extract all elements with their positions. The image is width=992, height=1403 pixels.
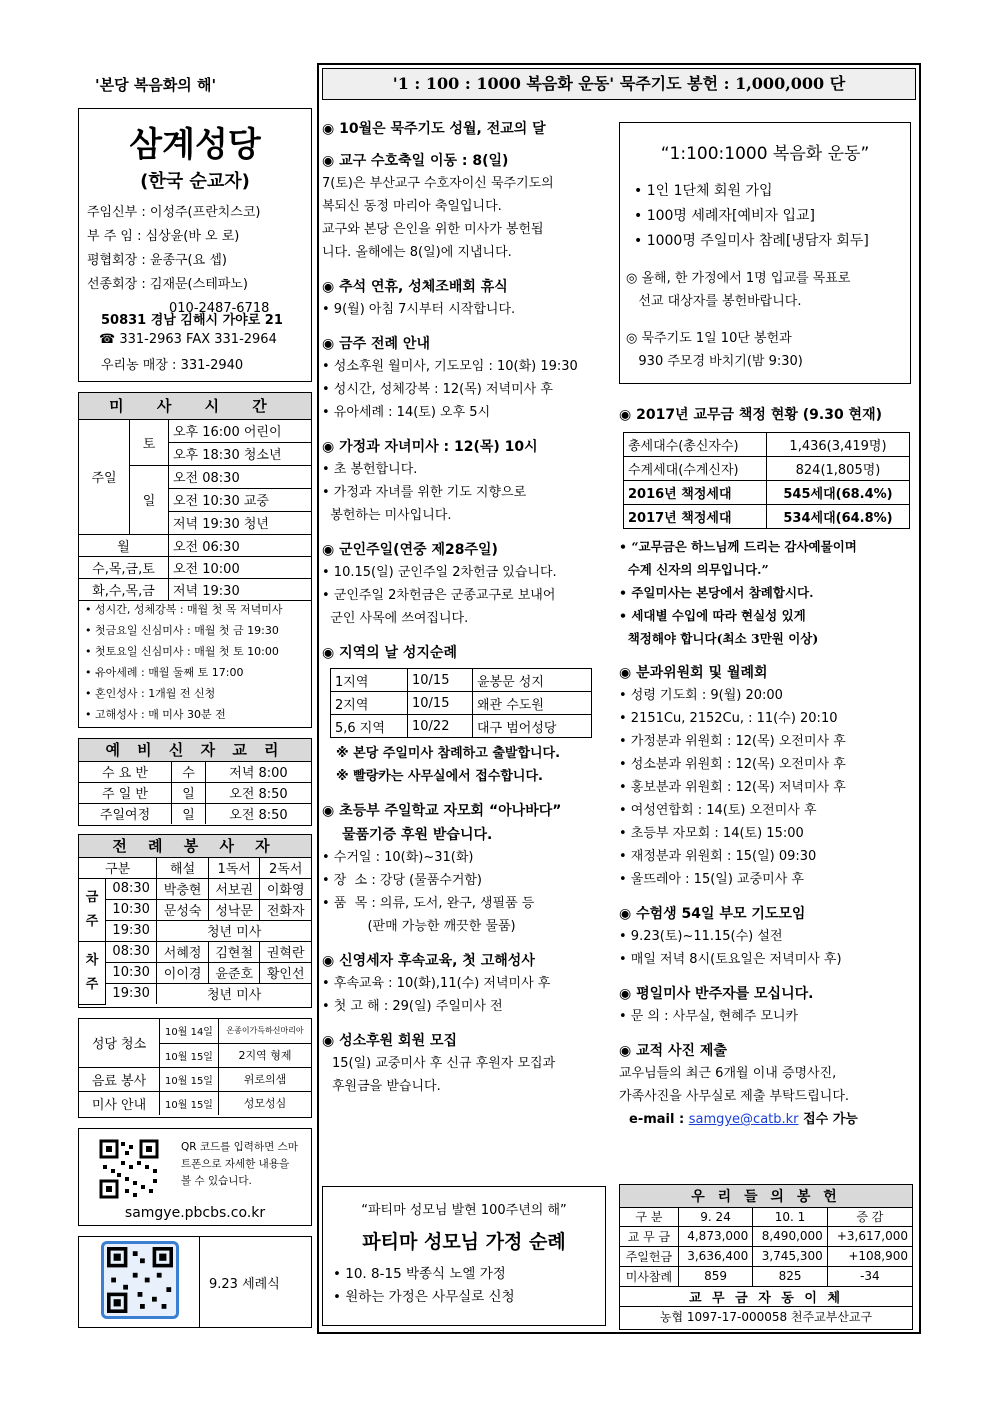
bank-account: 농협 1097-17-000058 천주교부산교구 (620, 1306, 912, 1326)
duty-date: 10월 15일 (160, 1043, 219, 1067)
liturgy-line: • 유아세례 : 14(토) 오후 5시 (322, 405, 491, 420)
committee-line: • 2151Cu, 2152Cu, : 11(수) 20:10 (619, 711, 838, 726)
mass-notes (85, 599, 283, 725)
offering-table (620, 1185, 912, 1326)
pilgrimage-date: 10/22 (408, 715, 473, 738)
military-line: • 군인주일 2차헌금은 군종교구로 보내어 (322, 588, 556, 603)
sundayschool-subtitle: 물품기증 후원 받습니다. (342, 827, 493, 843)
duty-task: 성당 청소 (79, 1019, 160, 1067)
col3 (619, 404, 915, 1131)
dues-label: 2017년 책정세대 (624, 505, 767, 529)
mobile-phone: 010-2487-6718 (169, 301, 270, 316)
section-exam-title: ◉ 수험생 54일 부모 기도모임 (619, 906, 806, 922)
dues-note: 책정해야 합니다(최소 3만원 이상) (619, 631, 819, 646)
mass-time: 오후 16:00 어린이 (169, 419, 312, 442)
youth-mass: 청년 미사 (157, 983, 311, 1004)
sat-label: 토 (130, 419, 169, 465)
parish-address: 50831 경남 김해시 가야로 21 (101, 313, 283, 328)
baptism-label: 9.23 세례식 (209, 1277, 280, 1292)
committee-line: • 재정분과 위원회 : 15(일) 09:30 (619, 849, 817, 864)
staff-role: 부 주 임 (87, 229, 133, 244)
service-duty-table (79, 1019, 311, 1115)
duty-date: 10월 15일 (160, 1067, 219, 1091)
dues-value: 824(1,805명) (767, 457, 910, 481)
section-liturgy-title: ◉ 금주 전례 안내 (322, 336, 430, 352)
offering-change: -34 (827, 1266, 912, 1286)
pilgrimage-date: 10/15 (408, 669, 473, 692)
weekday-time: 오전 06:30 (169, 534, 312, 556)
offering-box (619, 1184, 913, 1330)
movement-note: ◎ 묵주기도 1일 10단 봉헌과 (626, 331, 792, 346)
movement-item: • 1000명 주일미사 참례[냉담자 회두] (634, 233, 869, 249)
mass-time: 오후 18:30 청소년 (169, 442, 312, 465)
mass-note: • 혼인성사 : 1개월 전 신청 (85, 687, 216, 700)
offering-value: 3,636,400 (678, 1246, 752, 1266)
server-name: 서보권 (208, 878, 260, 899)
server-time: 19:30 (106, 983, 157, 1004)
youth-mass: 청년 미사 (157, 920, 311, 941)
offering-header: 증 감 (827, 1207, 912, 1226)
parish-info-box (78, 108, 312, 382)
servers-table (79, 835, 311, 1005)
feast-line: 교구와 본당 은인을 위한 미사가 봉헌됩 (322, 222, 544, 237)
chuseok-line: • 9(월) 아침 7시부터 시작합니다. (322, 302, 516, 317)
server-name: 권혁란 (260, 941, 311, 962)
server-time: 08:30 (106, 878, 157, 899)
movement-title: “1:100:1000 복음화 운동” (660, 144, 870, 164)
offering-value: 859 (678, 1266, 752, 1286)
mass-time: 오전 10:30 교중 (169, 488, 312, 511)
committee-line: • 성령 기도회 : 9(월) 20:00 (619, 688, 783, 703)
duty-group: 위로의샘 (219, 1067, 312, 1091)
section-family-title: ◉ 가정과 자녀미사 : 12(목) 10시 (322, 439, 538, 455)
sun-label: 일 (130, 465, 169, 534)
family-line: 봉헌하는 미사입니다. (322, 508, 452, 523)
section-choir-title: ◉ 평일미사 반주자를 모십니다. (619, 986, 814, 1002)
dues-label: 수계세대(수계신자) (624, 457, 767, 481)
server-name: 김현철 (208, 941, 260, 962)
offering-value: 825 (753, 1266, 827, 1286)
offering-label: 교 무 금 (620, 1226, 678, 1246)
server-name: 윤준호 (208, 962, 260, 983)
section-rosary-month: ◉ 10월은 묵주기도 성월, 전교의 달 (322, 121, 546, 137)
dues-value: 1,436(3,419명) (767, 433, 910, 457)
server-time: 08:30 (106, 941, 157, 962)
sundayschool-line: • 품 목 : 의류, 도서, 완구, 생필품 등 (322, 896, 535, 911)
fatima-headline: 파티마 성모님 가정 순례 (362, 1231, 566, 1253)
liturgy-line: • 성시간, 성체강복 : 12(목) 저녁미사 후 (322, 382, 553, 397)
mass-note: • 고해성사 : 매 미사 30분 전 (85, 708, 226, 721)
neophyte-line: • 후속교육 : 10(화),11(수) 저녁미사 후 (322, 976, 551, 991)
col-header: 해설 (157, 857, 209, 878)
class-day: 일 (172, 803, 206, 824)
duty-group: 2지역 형제 (219, 1043, 312, 1067)
section-photo-title: ◉ 교적 사진 제출 (619, 1043, 727, 1059)
pilgrimage-place: 대구 범어성당 (473, 715, 592, 738)
fatima-title: “파티마 성모님 발현 100주년의 해” (361, 1203, 567, 1218)
email-suffix: 접수 가능 (803, 1112, 858, 1127)
server-name: 박충현 (157, 878, 209, 899)
weekday-label: 수,목,금,토 (79, 556, 169, 578)
section-vocation-title: ◉ 성소후원 회원 모집 (322, 1033, 458, 1049)
baptism-box (78, 1236, 312, 1328)
offering-change: +108,900 (827, 1246, 912, 1266)
catechumen-title: 예 비 신 자 교 리 (79, 739, 311, 761)
class-name: 주일여정 (79, 803, 172, 824)
dues-note: • “교무금은 하느님께 드리는 감사예물이며 (619, 539, 857, 554)
duty-group: 성모성심 (219, 1091, 312, 1115)
offering-title: 우 리 들 의 봉 헌 (620, 1185, 912, 1207)
feast-line: 7(토)은 부산교구 수호자이신 묵주기도의 (322, 176, 554, 191)
neophyte-line: • 첫 고 해 : 29(일) 주일미사 전 (322, 999, 503, 1014)
weekday-label: 월 (79, 534, 169, 556)
mass-time: 오전 08:30 (169, 465, 312, 488)
staff-role: 선종회장 (87, 277, 138, 292)
committee-line: • 성소분과 위원회 : 12(목) 오전미사 후 (619, 757, 846, 772)
movement-note: ◎ 올해, 한 가정에서 1명 입교를 목표로 (626, 271, 851, 286)
dues-note: • 주일미사는 본당에서 참례합시다. (619, 585, 814, 600)
qr-instruction: QR 코드를 입력하면 스마트폰으로 자세한 내용을 볼 수 있습니다. (181, 1141, 298, 1187)
mass-schedule (78, 392, 312, 728)
staff-role: 주임신부 (87, 205, 138, 220)
fatima-line: • 원하는 가정은 사무실로 신청 (333, 1289, 515, 1305)
email-link[interactable]: samgye@catb.kr (688, 1112, 799, 1127)
offering-value: 4,873,000 (678, 1226, 752, 1246)
mass-schedule-table (79, 393, 311, 601)
col-header: 구분 (79, 857, 157, 878)
qr-code-icon[interactable] (99, 1139, 159, 1199)
feast-line: 복되신 동정 마리아 축일입니다. (322, 199, 502, 214)
server-name: 서혜정 (157, 941, 209, 962)
military-line: • 10.15(일) 군인주일 2차헌금 있습니다. (322, 565, 557, 580)
staff-name: : 심상윤(바 오 로) (137, 229, 240, 244)
sunday-label: 주일 (79, 419, 130, 534)
pilgrimage-table (330, 668, 592, 738)
staff-name: : 김재문(스테파노) (141, 277, 248, 292)
class-time: 오전 8:50 (206, 803, 312, 824)
fatima-box (322, 1186, 606, 1326)
offering-label: 미사참례 (620, 1266, 678, 1286)
sundayschool-line: • 수거일 : 10(화)~31(화) (322, 850, 474, 865)
offering-value: 8,490,000 (753, 1226, 827, 1246)
section-neophyte-title: ◉ 신영세자 후속교육, 첫 고해성사 (322, 953, 535, 969)
weekday-label: 화,수,목,금 (79, 578, 169, 600)
exam-line: • 매일 저녁 8시(토요일은 저녁미사 후) (619, 952, 842, 967)
offering-header: 구 분 (620, 1207, 678, 1226)
qr-box (78, 1128, 312, 1226)
banner-text: '1 : 100 : 1000 복음화 운동' 묵주기도 봉헌 : 1,000,000 단 (392, 74, 846, 93)
movement-note: 930 주모경 바치기(밤 9:30) (626, 354, 803, 369)
email-label: e-mail : (629, 1112, 685, 1127)
staff-name: : 윤종구(요 셉) (141, 253, 227, 268)
server-time: 10:30 (106, 962, 157, 983)
offering-header: 9. 24 (678, 1207, 752, 1226)
class-time: 저녁 8:00 (206, 761, 312, 782)
fatima-line: • 10. 8-15 박종식 노엘 가정 (333, 1266, 506, 1282)
section-dues-title: ◉ 2017년 교무금 책정 현황 (9.30 현재) (619, 407, 883, 423)
duty-group: 온종이가득하신마리아 (219, 1019, 312, 1043)
class-name: 수 요 반 (79, 761, 172, 782)
committee-line: • 가정분과 위원회 : 12(목) 오전미사 후 (619, 734, 846, 749)
military-line: 군인 사목에 쓰여집니다. (322, 611, 469, 626)
movement-note: 선교 대상자를 봉헌바랍니다. (626, 294, 802, 309)
offering-change: +3,617,000 (827, 1226, 912, 1246)
committee-line: • 여성연합회 : 14(토) 오전미사 후 (619, 803, 817, 818)
duty-task: 음료 봉사 (79, 1067, 160, 1091)
website-url[interactable]: samgye.pbcbs.co.kr (124, 1205, 266, 1221)
offering-header: 10. 1 (753, 1207, 827, 1226)
pilgrimage-region: 5,6 지역 (331, 715, 408, 738)
family-line: • 초 봉헌합니다. (322, 462, 418, 477)
vocation-line: 후원금을 받습니다. (332, 1079, 441, 1094)
choir-line: • 문 의 : 사무실, 현혜주 모니카 (619, 1009, 799, 1024)
year-motto: '본당 복음화의 해' (95, 76, 217, 94)
server-name: 문성숙 (157, 899, 209, 920)
mass-note: • 성시간, 성체강복 : 매월 첫 목 저녁미사 (85, 603, 283, 616)
section-sundayschool-title: ◉ 초등부 주일학교 자모회 “아나바다” (322, 803, 562, 819)
pilgrimage-region: 2지역 (331, 692, 408, 715)
class-day: 일 (172, 782, 206, 803)
section-pilgrimage-title: ◉ 지역의 날 성지순례 (322, 645, 458, 661)
divider (199, 1237, 200, 1327)
pilgrimage-date: 10/15 (408, 692, 473, 715)
rosary-banner (322, 68, 916, 100)
pilgrimage-place: 왜관 수도원 (473, 692, 592, 715)
mass-time: 저녁 19:30 청년 (169, 511, 312, 534)
server-name: 황인선 (260, 962, 311, 983)
dues-label: 2016년 책정세대 (624, 481, 767, 505)
offering-value: 3,745,300 (753, 1246, 827, 1266)
baptism-qr-icon[interactable] (101, 1241, 179, 1319)
mass-note: • 첫토요일 신심미사 : 매월 첫 토 10:00 (85, 645, 279, 658)
server-name: 이화영 (260, 878, 311, 899)
sundayschool-line: • 장 소 : 강당 (물품수거함) (322, 873, 483, 888)
server-time: 10:30 (106, 899, 157, 920)
staff-role: 평협회장 (87, 253, 138, 268)
pilgrimage-region: 1지역 (331, 669, 408, 692)
server-name: 성낙문 (208, 899, 260, 920)
dues-note: • 세대별 수입에 따라 현실성 있게 (619, 608, 806, 623)
duty-task: 미사 안내 (79, 1091, 160, 1115)
class-day: 수 (172, 761, 206, 782)
service-duty-box (78, 1018, 312, 1118)
movement-item: • 100명 세례자[예비자 입교] (634, 208, 815, 224)
farm-store: 우리농 매장 : 331-2940 (101, 358, 244, 373)
tel-fax: ☎ 331-2963 FAX 331-2964 (99, 332, 277, 347)
pilgrimage-note: ※ 본당 주일미사 참례하고 출발합니다. (336, 746, 561, 761)
liturgy-servers-box (78, 834, 312, 1008)
catechumen-table (79, 739, 311, 824)
servers-title: 전 례 봉 사 자 (79, 835, 311, 857)
photo-line: 가족사진을 사무실로 제출 부탁드립니다. (619, 1089, 850, 1104)
family-line: • 가정과 자녀를 위한 기도 지향으로 (322, 485, 527, 500)
vocation-line: 15(일) 교중미사 후 신규 후원자 모집과 (332, 1056, 556, 1071)
server-time: 19:30 (106, 920, 157, 941)
committee-line: • 울뜨레아 : 15(일) 교중미사 후 (619, 872, 804, 887)
dues-note: 수계 신자의 의무입니다.” (619, 562, 769, 577)
sundayschool-line: (판매 가능한 깨끗한 물품) (322, 919, 516, 934)
staff-name: : 이성주(프란치스코) (141, 205, 261, 220)
liturgy-line: • 성소후원 월미사, 기도모임 : 10(화) 19:30 (322, 359, 578, 374)
section-chuseok-title: ◉ 추석 연휴, 성체조배회 휴식 (322, 279, 508, 295)
pilgrimage-note: ※ 빨랑카는 사무실에서 접수합니다. (336, 769, 543, 784)
photo-line: 교우님들의 최근 6개월 이내 증명사진, (619, 1066, 837, 1081)
staff-list (87, 201, 269, 321)
duty-date: 10월 15일 (160, 1091, 219, 1115)
section-military-title: ◉ 군인주일(연중 제28주일) (322, 542, 498, 558)
section-feast-title: ◉ 교구 수호축일 이동 : 8(일) (322, 153, 509, 169)
committee-line: • 초등부 자모회 : 14(토) 15:00 (619, 826, 804, 841)
transfer-title: 교 무 금 자 동 이 체 (620, 1286, 912, 1306)
server-name: 전화자 (260, 899, 311, 920)
parish-name: 삼계성당 (129, 125, 261, 165)
movement-item: • 1인 1단체 회원 가입 (634, 183, 773, 199)
weekday-time: 오전 10:00 (169, 556, 312, 578)
section-committee-title: ◉ 분과위원회 및 월례회 (619, 665, 768, 681)
committee-line: • 홍보분과 위원회 : 12(목) 저녁미사 후 (619, 780, 846, 795)
col-header: 2독서 (260, 857, 311, 878)
weekday-time: 저녁 19:30 (169, 578, 312, 600)
next-week-label: 차주 (79, 941, 106, 1004)
pilgrimage-place: 윤봉문 성지 (473, 669, 592, 692)
dues-value: 534세대(64.8%) (767, 505, 910, 529)
exam-line: • 9.23(토)~11.15(수) 설전 (619, 929, 783, 944)
dues-label: 총세대수(총신자수) (624, 433, 767, 457)
movement-box (619, 122, 911, 384)
col2 (322, 118, 612, 1098)
dues-value: 545세대(68.4%) (767, 481, 910, 505)
mass-note: • 유아세례 : 매월 둘째 토 17:00 (85, 666, 244, 679)
class-time: 오전 8:50 (206, 782, 312, 803)
class-name: 주 일 반 (79, 782, 172, 803)
this-week-label: 금주 (79, 878, 106, 941)
mass-schedule-title: 미 사 시 간 (79, 393, 311, 419)
col-header: 1독서 (208, 857, 260, 878)
parish-patron: (한국 순교자) (140, 171, 250, 192)
server-name: 이이경 (157, 962, 209, 983)
mass-note: • 첫금요일 신심미사 : 매월 첫 금 19:30 (85, 624, 279, 637)
catechumen-box (78, 738, 312, 826)
dues-table (623, 432, 910, 529)
duty-date: 10월 14일 (160, 1019, 219, 1043)
offering-label: 주일헌금 (620, 1246, 678, 1266)
feast-line: 니다. 올해에는 8(일)에 지냅니다. (322, 245, 512, 260)
